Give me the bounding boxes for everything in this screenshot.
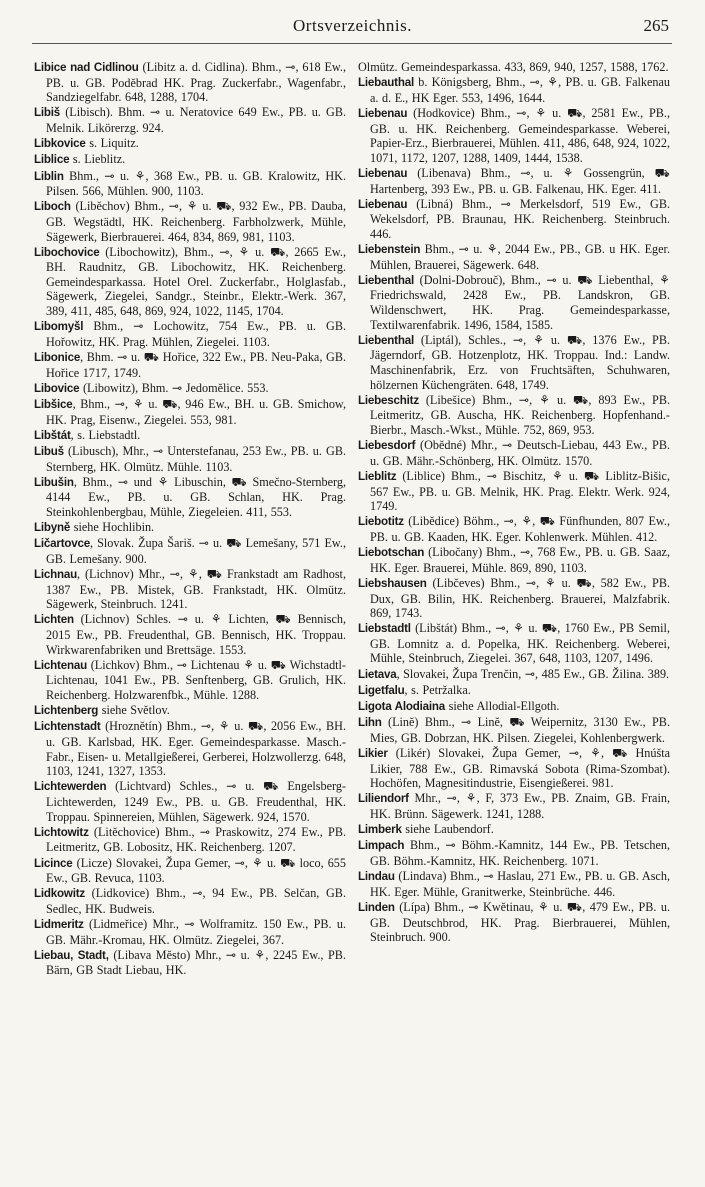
entry-headword: Lidmeritz xyxy=(34,918,84,932)
entry-headword: Liebotitz xyxy=(358,515,404,529)
gazetteer-entry xyxy=(34,567,346,612)
gazetteer-entry xyxy=(358,545,670,575)
entry-text: , Bhm. ⊸ u. ⛟ Hořice, 322 Ew., PB. Neu-Paka, GB. Hořice 1717, 1749. xyxy=(46,350,346,380)
entry-headword: Liebeschitz xyxy=(358,393,419,407)
gazetteer-entry xyxy=(358,900,670,945)
entry-text: Bhm., ⊸ u. ⚘, 2044 Ew., PB., GB. u HK. Eger. Mühlen, Brauerei, Sägewerk. 648. xyxy=(370,242,670,272)
entry-text: (Litěchovice) Bhm., ⊸ Praskowitz, 274 Ew., PB. Leitmeritz, GB. Lobositz, HK. Reichenberg. 1207. xyxy=(46,824,346,855)
entry-text: (Dolni-Dobrouč), Bhm., ⊸ u. ⛟ Liebenthal, ⚘ Friedrichswald, 2428 Ew., PB. Landskron, GB. Wildenschwert, HK. Prag. Gemeindesparkasse, Textilwarenfabrik. 1496, 1584, 1585. xyxy=(370,272,670,332)
gazetteer-entry xyxy=(34,319,346,349)
entry-text: Mhr., ⊸, ⚘, F, 373 Ew., PB. Znaim, GB. Frain, HK. Brünn. Sägewerk. 1241, 1288. xyxy=(370,791,670,821)
gazetteer-entry xyxy=(358,514,670,544)
entry-text: (Libešice) Bhm., ⊸, ⚘ u. ⛟, 893 Ew., PB. Leitmeritz, GB. Auscha, HK. Reichenberg. Hopfenhand.-Bierbr., Masch.-Wkst., Mühle. 752, 869, 953. xyxy=(370,392,670,437)
entry-text: (Libitz a. d. Cidlina). Bhm., ⊸, 618 Ew., PB. u. GB. Poděbrad HK. Prag. Zuckerfabr., Wagenfabr., Sandziegelfabr. 648, 1288, 1704. xyxy=(46,60,346,105)
entry-headword: Libkovice xyxy=(34,137,86,151)
entry-text: (Linĕ) Bhm., ⊸ Linĕ, ⛟ Weipernitz, 3130 Ew., PB. Mies, GB. Dobrzan, HK. Pilsen. Ziegelei, Kohlenbergwerk. xyxy=(370,715,670,745)
entry-headword: Liebenau xyxy=(358,106,408,120)
entry-text: , Slovakei, Župa Trenčin, ⊸, 485 Ew., GB. Žilina. 389. xyxy=(396,666,670,681)
gazetteer-entry xyxy=(358,393,670,438)
gazetteer-entry xyxy=(34,105,346,135)
entry-text: (Libusch), Mhr., ⊸ Unterstefanau, 253 Ew., PB. u. GB. Sternberg, HK. Olmütz. Mühle. 1103. xyxy=(46,443,346,474)
entry-text: siehe Světlov. xyxy=(98,703,170,718)
entry-text: (Libědice) Böhm., ⊸, ⚘, ⛟ Fünfhunden, 807 Ew., PB. u. GB. Kaaden, HK. Eger. Kohlenwerk. Mühlen. 412. xyxy=(370,514,670,544)
gazetteer-entry xyxy=(358,197,670,242)
entry-text: , Bhm., ⊸, ⚘ u. ⛟, 946 Ew., BH. u. GB. Smichow, HK. Prag, Eisenw., Ziegelei. 553, 981. xyxy=(46,397,346,427)
gazetteer-entry xyxy=(34,703,346,719)
gazetteer-entry xyxy=(358,576,670,621)
entry-headword: Lihn xyxy=(358,716,382,730)
entry-text: (Libochowitz), Bhm., ⊸, ⚘ u. ⛟, 2665 Ew., BH. Raudnitz, GB. Libochowitz, HK. Reichenberg. Gemeindesparkassa. Hotel Orel. Zuckerfabr., Holglasfab., Sägewerk, Ziegelei, Sandgr., Steinbr., Elektr.-Werk. 367, 389, 411, 485, 648, 869, 924, 1022, 1145, 1704. xyxy=(46,244,346,319)
entry-headword: Liebshausen xyxy=(358,576,427,590)
gazetteer-entry xyxy=(34,60,346,105)
entry-headword: Liblice xyxy=(34,153,70,167)
page-title: Ortsverzeichnis. xyxy=(293,16,412,35)
gazetteer-entry xyxy=(34,152,346,168)
entry-headword: Lichtenberg xyxy=(34,704,99,718)
gazetteer-entry xyxy=(358,621,670,666)
entry-text: (Libná) Bhm., ⊸ Merkelsdorf, 519 Ew., GB. Wekelsdorf, PB. Braunau, HK. Reichenberg. Steinbruch. 446. xyxy=(370,196,670,241)
entry-text: Bhm., ⊸ u. ⚘, 368 Ew., PB. u. GB. Kralowitz, HK. Pilsen. 566, Mühlen. 900, 1103. xyxy=(46,168,346,199)
gazetteer-entry xyxy=(34,612,346,657)
header-rule xyxy=(32,43,672,44)
entry-headword: Libonice xyxy=(34,351,81,365)
gazetteer-entry xyxy=(358,699,670,715)
gazetteer-entry xyxy=(34,350,346,380)
gazetteer-entry xyxy=(34,136,346,152)
entry-headword: Liebotschan xyxy=(358,546,425,560)
entry-text: (Liptál), Schles., ⊸, ⚘ u. ⛟, 1376 Ew., PB. Jägerndorf, GB. Hotzenplotz, HK. Troppau. Ind.: Landw. Maschinenfabrik, Erz. von Fruchtsäften, Schuhwaren, hölzernen Küchengräten. 648, 1749. xyxy=(370,332,670,392)
entry-headword: Lindau xyxy=(358,870,395,884)
entry-headword: Libšice xyxy=(34,398,73,411)
entry-headword: Lietava xyxy=(358,667,397,681)
gazetteer-entry xyxy=(358,683,670,699)
gazetteer-entry xyxy=(358,166,670,196)
page-number: 265 xyxy=(643,16,669,35)
gazetteer-entry xyxy=(358,869,670,899)
gazetteer-entry xyxy=(34,719,346,778)
gazetteer-entry xyxy=(34,245,346,319)
entry-text: (Licze) Slovakei, Župa Gemer, ⊸, ⚘ u. ⛟ loco, 655 Ew., GB. Revuca, 1103. xyxy=(46,855,346,886)
entry-text: (Lidmeřice) Mhr., ⊸ Wolframitz. 150 Ew., PB. u. GB. Mähr.-Kromau, HK. Olmütz. Ziegelei, 367. xyxy=(46,917,346,947)
entry-text: , Slovak. Župa Šariš. ⊸ u. ⛟ Lemešany, 571 Ew., GB. Lemešany. 900. xyxy=(46,536,346,566)
right-column xyxy=(358,60,670,1160)
entry-headword: Lichnau xyxy=(34,568,78,582)
entry-headword: Libyně xyxy=(34,521,71,535)
entry-headword: Ličartovce xyxy=(34,537,90,551)
gazetteer-entry xyxy=(34,917,346,947)
gazetteer-entry xyxy=(358,469,670,514)
entry-text: (Lichkov) Bhm., ⊸ Lichtenau ⚘ u. ⛟ Wichstadtl-Lichtenau, 1041 Ew., PB. Senftenberg, GB. Grulich, HK. Reichenberg. Holzwarenfbk., Mühle. 1288. xyxy=(46,657,346,703)
entry-text: (Lidkovice) Bhm., ⊸, 94 Ew., PB. Selčan, GB. Sedlec, HK. Budweis. xyxy=(46,886,346,916)
gazetteer-entry xyxy=(358,838,670,868)
entry-headword: Libuš xyxy=(34,444,64,458)
entry-headword: Libušin xyxy=(34,475,74,489)
gazetteer-entry xyxy=(358,438,670,468)
entry-text: , s. Liebstadtl. xyxy=(70,427,141,442)
entry-text: (Libowitz), Bhm. ⊸ Jedomělice. 553. xyxy=(79,380,269,395)
entry-headword: Liebau, Stadt, xyxy=(34,948,109,962)
gazetteer-entry xyxy=(358,667,670,683)
entry-headword: Likier xyxy=(358,747,388,760)
entry-headword: Libovice xyxy=(34,381,80,395)
entry-headword: Limberk xyxy=(358,823,402,837)
entry-headword: Libomyšl xyxy=(34,320,84,334)
gazetteer-entry xyxy=(34,658,346,703)
entry-headword: Lichten xyxy=(34,613,74,627)
entry-headword: Lieblitz xyxy=(358,469,397,483)
gazetteer-entry xyxy=(34,428,346,444)
gazetteer-entry xyxy=(358,746,670,791)
gazetteer-entry xyxy=(34,169,346,199)
entry-headword: Liliendorf xyxy=(358,792,409,806)
entry-text: (Libčeves) Bhm., ⊸, ⚘ u. ⛟, 582 Ew., PB. Dux, GB. Bilin, HK. Reichenberg. Brauerei, Malzfabrik. 869, 1743. xyxy=(370,575,670,621)
entry-text: siehe Allodial-Ellgoth. xyxy=(445,699,560,714)
entry-headword: Liebenthal xyxy=(358,273,414,287)
entry-text: (Likér) Slovakei, Župa Gemer, ⊸, ⚘, ⛟ Hnúšta Likier, 788 Ew., GB. Rimavská Sobota (Rima-Szombat). Hochöfen, Magnesitindustrie, Eisengießerei. 981. xyxy=(370,746,670,791)
entry-headword: Licince xyxy=(34,856,73,870)
entry-text: (Obědné) Mhr., ⊸ Deutsch-Liebau, 443 Ew., PB. u. GB. Mähr.-Schönberg, HK. Olmütz. 1570. xyxy=(370,438,670,468)
entry-headword: Libštát xyxy=(34,428,71,442)
gazetteer-entry xyxy=(358,715,670,745)
gazetteer-entry xyxy=(34,520,346,536)
entry-headword: Ligota Alodiaina xyxy=(358,700,446,714)
entry-text: (Hodkovice) Bhm., ⊸, ⚘ u. ⛟, 2581 Ew., PB., GB. u. HK. Reichenberg. Gemeindesparkasse. Weberei, Papier-Erz., Bierbrauerei, Mühlen. 411, 486, 648, 924, 1022, 1071, 1172, 1207, 1288, 1409, 1444, 1538. xyxy=(370,105,670,165)
entry-text: s. Lieblitz. xyxy=(69,152,126,167)
entry-headword: Liebenstein xyxy=(358,243,421,257)
gazetteer-entry xyxy=(34,199,346,244)
entry-text: (Lindava) Bhm., ⊸ Haslau, 271 Ew., PB. u. GB. Asch, HK. Eger. Mühle, Granitwerke, Steinbrüche. 446. xyxy=(370,869,670,899)
gazetteer-entry xyxy=(358,273,670,332)
entry-headword: Libiš xyxy=(34,106,61,120)
gazetteer-entry xyxy=(34,536,346,566)
entry-headword: Liblin xyxy=(34,169,64,183)
entry-headword: Liboch xyxy=(34,200,71,214)
entry-text: (Lichnov) Schles. ⊸ u. ⚘ Lichten, ⛟ Bennisch, 2015 Ew., PB. Freudenthal, GB. Bennisch, HK. Troppau. Wirkwarenfabriken und Brettsäge. 1553. xyxy=(46,612,346,657)
entry-text: s. Liquitz. xyxy=(85,136,139,151)
gazetteer-entry xyxy=(358,106,670,165)
entry-text: Bhm., ⊸ Lochowitz, 754 Ew., PB. u. GB. Hořowitz, HK. Prag. Mühlen, Ziegelei. 1103. xyxy=(46,319,346,349)
entry-text: (Libenava) Bhm., ⊸, u. ⚘ Gossengrün, ⛟ Hartenberg, 393 Ew., PB. u. GB. Falkenau, HK. Eger. 411. xyxy=(370,165,670,196)
gazetteer-entry xyxy=(358,822,670,838)
entry-headword: Liebauthal xyxy=(358,76,414,90)
entry-headword: Liebstadtl xyxy=(358,622,411,636)
entry-headword: Lichtewerden xyxy=(34,780,107,794)
entry-text: (Lípa) Bhm., ⊸ Kwětinau, ⚘ u. ⛟, 479 Ew., PB. u. GB. Deutschbrod, HK. Prag. Bierbrauerei, Mühlen, Steinbruch. 900. xyxy=(370,899,670,945)
entry-headword: Lichtenau xyxy=(34,658,87,672)
entry-headword: Ligetfalu xyxy=(358,683,405,697)
gazetteer-entry xyxy=(34,886,346,916)
entry-text: (Liblice) Bhm., ⊸ Bischitz, ⚘ u. ⛟ Liblitz-Bišic, 567 Ew., PB. u. GB. Melnik, HK. Prag. Elektr. Werk. 924, 1749. xyxy=(370,468,670,514)
entry-headword: Liebesdorf xyxy=(358,439,416,453)
entry-headword: Liebenau xyxy=(358,197,408,211)
entry-headword: Libochovice xyxy=(34,245,100,259)
entry-text: , Bhm., ⊸ und ⚘ Libuschin, ⛟ Smečno-Sternberg, 4144 Ew., PB. u. GB. Schlan, HK. Prag. Steinkohlenbergbau, Mühle, Ziegeleien. 411, 553. xyxy=(46,474,346,519)
entry-text: (Libočany) Bhm., ⊸, 768 Ew., PB. u. GB. Saaz, HK. Eger. Brauerei, Mühle. 869, 890, 1103. xyxy=(370,545,670,575)
entry-headword: Lichtowitz xyxy=(34,825,89,839)
entry-text: (Libštát) Bhm., ⊸, ⚘ u. ⛟, 1760 Ew., PB Semil, GB. Lomnitz a. d. Popelka, HK. Reichenberg. Weberei, Mühle, Steinbruch, Ziegelei. 367, 648, 1103, 1207, 1496. xyxy=(370,621,670,666)
entry-text: Olmütz. Gemeindesparkassa. 433, 869, 940, 1257, 1588, 1762. xyxy=(358,60,669,74)
entry-headword: Lidkowitz xyxy=(34,887,86,901)
gazetteer-entry xyxy=(34,856,346,886)
gazetteer-entry xyxy=(34,397,346,427)
gazetteer-entry xyxy=(358,75,670,105)
entry-headword: Lichtenstadt xyxy=(34,720,101,734)
gazetteer-entry xyxy=(34,779,346,824)
gazetteer-entry xyxy=(358,242,670,272)
entry-text: , s. Petržalka. xyxy=(404,682,471,697)
entry-headword: Liebenthal xyxy=(358,333,414,347)
gazetteer-entry xyxy=(358,60,670,75)
entry-text: siehe Laubendorf. xyxy=(401,822,494,837)
entry-text: , (Lichnov) Mhr., ⊸, ⚘, ⛟ Frankstadt am Radhost, 1387 Ew., PB. Mistek, GB. Frankstadt, HK. Olmütz. Sägewerk, Steinbruch. 1241. xyxy=(46,567,346,612)
entry-text: (Libisch). Bhm. ⊸ u. Neratovice 649 Ew., PB. u. GB. Melnik. Likörerzg. 924. xyxy=(46,105,346,135)
entry-text: Bhm., ⊸ Böhm.-Kamnitz, 144 Ew., PB. Tetschen, GB. Böhm.-Kamnitz, HK. Reichenberg. 1071. xyxy=(370,838,670,868)
entry-headword: Limpach xyxy=(358,839,405,853)
gazetteer-entry xyxy=(34,444,346,474)
entry-text: (Liběchov) Bhm., ⊸, ⚘ u. ⛟, 932 Ew., PB. Dauba, GB. Wegstädtl, HK. Reichenberg. Farbholzwerk, Mühle, Sägewerk, Bierbrauerei. 464, 834, 869, 981, 1103. xyxy=(46,199,346,244)
page-header xyxy=(0,14,705,40)
gazetteer-entry xyxy=(358,791,670,821)
entry-headword: Libice nad Cidlinou xyxy=(34,61,139,74)
entry-text: (Libava Město) Mhr., ⊸ u. ⚘, 2245 Ew., PB. Bärn, GB Stadt Liebau, HK. xyxy=(46,947,346,978)
entry-headword: Linden xyxy=(358,900,395,914)
entry-text: (Lichtvard) Schles., ⊸ u. ⛟ Engelsberg-Lichtewerden, 1249 Ew., PB. u. GB. Freudenthal, HK. Troppau. Spinnereien, Mühlen, Sägewerk. 924, 1570. xyxy=(46,779,346,824)
entry-text: b. Königsberg, Bhm., ⊸, ⚘, PB. u. GB. Falkenau a. d. E., HK Eger. 553, 1496, 1644. xyxy=(370,75,670,105)
gazetteer-entry xyxy=(358,333,670,392)
gazetteer-entry xyxy=(34,381,346,397)
entry-headword: Liebenau xyxy=(358,166,408,180)
entry-text: (Hroznětín) Bhm., ⊸, ⚘ u. ⛟, 2056 Ew., BH. u. GB. Karlsbad, HK. Eger. Gemeindesparkasse. Masch.-Fabr., Eisen- u. Metallgießerei, Gerberei, Holzwollerzg. 648, 1103, 1241, 1327, 1353. xyxy=(46,719,346,779)
gazetteer-entry xyxy=(34,825,346,855)
left-column xyxy=(34,60,346,1160)
gazetteer-entry xyxy=(34,948,346,978)
gazetteer-entry xyxy=(34,475,346,520)
entry-text: siehe Hochlibin. xyxy=(70,520,155,535)
